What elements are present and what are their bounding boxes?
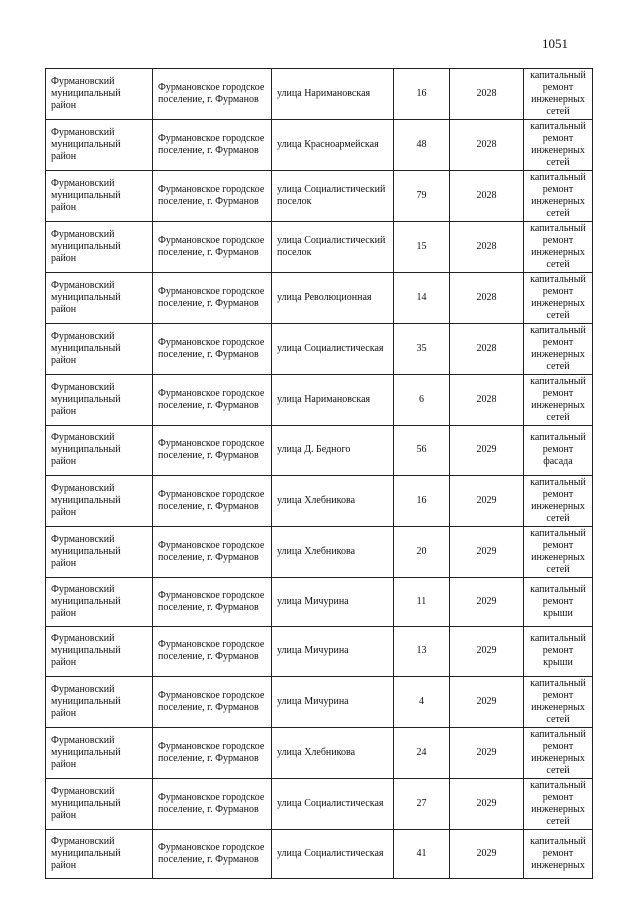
settlement-cell: Фурмановское городское поселение, г. Фурманов xyxy=(153,120,272,171)
year-cell: 2029 xyxy=(450,676,524,727)
settlement-cell: Фурмановское городское поселение, г. Фурманов xyxy=(153,69,272,120)
year-cell: 2028 xyxy=(450,69,524,120)
street-cell: улица Наримановская xyxy=(272,375,394,426)
house-number-cell: 41 xyxy=(394,829,450,879)
table-row xyxy=(46,222,593,273)
table-row xyxy=(46,69,593,120)
work-type-cell: капитальный ремонт инженерных сетей xyxy=(524,171,593,222)
year-cell: 2028 xyxy=(450,222,524,273)
table-row xyxy=(46,273,593,324)
district-cell: Фурмановский муниципальный район xyxy=(46,526,153,577)
page-number: 1051 xyxy=(542,36,568,51)
work-type-cell: капитальный ремонт инженерных сетей xyxy=(524,727,593,778)
settlement-cell: Фурмановское городское поселение, г. Фурманов xyxy=(153,426,272,476)
table-row xyxy=(46,577,593,627)
district-cell: Фурмановский муниципальный район xyxy=(46,676,153,727)
work-type-cell: капитальный ремонт крыши xyxy=(524,577,593,627)
work-type-cell: капитальный ремонт инженерных сетей xyxy=(524,273,593,324)
year-cell: 2029 xyxy=(450,778,524,829)
street-cell: улица Мичурина xyxy=(272,627,394,677)
district-cell: Фурмановский муниципальный район xyxy=(46,475,153,526)
settlement-cell: Фурмановское городское поселение, г. Фурманов xyxy=(153,475,272,526)
work-type-cell: капитальный ремонт инженерных сетей xyxy=(524,120,593,171)
district-cell: Фурмановский муниципальный район xyxy=(46,273,153,324)
street-cell: улица Мичурина xyxy=(272,676,394,727)
settlement-cell: Фурмановское городское поселение, г. Фурманов xyxy=(153,778,272,829)
table-row xyxy=(46,676,593,727)
settlement-cell: Фурмановское городское поселение, г. Фурманов xyxy=(153,526,272,577)
street-cell: улица Хлебникова xyxy=(272,526,394,577)
settlement-cell: Фурмановское городское поселение, г. Фурманов xyxy=(153,324,272,375)
year-cell: 2029 xyxy=(450,727,524,778)
year-cell: 2028 xyxy=(450,120,524,171)
work-type-cell: капитальный ремонт инженерных xyxy=(524,829,593,879)
house-number-cell: 35 xyxy=(394,324,450,375)
street-cell: улица Социалистический поселок xyxy=(272,222,394,273)
work-type-cell: капитальный ремонт инженерных сетей xyxy=(524,676,593,727)
registry-table-body xyxy=(46,69,593,879)
settlement-cell: Фурмановское городское поселение, г. Фурманов xyxy=(153,829,272,879)
table-row xyxy=(46,171,593,222)
work-type-cell: капитальный ремонт инженерных сетей xyxy=(524,69,593,120)
street-cell: улица Красноармейская xyxy=(272,120,394,171)
street-cell: улица Хлебникова xyxy=(272,727,394,778)
work-type-cell: капитальный ремонт инженерных сетей xyxy=(524,526,593,577)
work-type-cell: капитальный ремонт инженерных сетей xyxy=(524,222,593,273)
year-cell: 2028 xyxy=(450,324,524,375)
work-type-cell: капитальный ремонт крыши xyxy=(524,627,593,677)
settlement-cell: Фурмановское городское поселение, г. Фурманов xyxy=(153,676,272,727)
street-cell: улица Социалистическая xyxy=(272,778,394,829)
year-cell: 2029 xyxy=(450,475,524,526)
settlement-cell: Фурмановское городское поселение, г. Фурманов xyxy=(153,273,272,324)
table-row xyxy=(46,627,593,677)
settlement-cell: Фурмановское городское поселение, г. Фурманов xyxy=(153,171,272,222)
year-cell: 2029 xyxy=(450,526,524,577)
house-number-cell: 27 xyxy=(394,778,450,829)
district-cell: Фурмановский муниципальный район xyxy=(46,69,153,120)
house-number-cell: 56 xyxy=(394,426,450,476)
street-cell: улица Социалистическая xyxy=(272,324,394,375)
district-cell: Фурмановский муниципальный район xyxy=(46,375,153,426)
table-row xyxy=(46,324,593,375)
district-cell: Фурмановский муниципальный район xyxy=(46,627,153,677)
year-cell: 2029 xyxy=(450,829,524,879)
year-cell: 2028 xyxy=(450,273,524,324)
district-cell: Фурмановский муниципальный район xyxy=(46,426,153,476)
house-number-cell: 20 xyxy=(394,526,450,577)
settlement-cell: Фурмановское городское поселение, г. Фурманов xyxy=(153,577,272,627)
settlement-cell: Фурмановское городское поселение, г. Фурманов xyxy=(153,222,272,273)
house-number-cell: 79 xyxy=(394,171,450,222)
table-row xyxy=(46,829,593,879)
year-cell: 2029 xyxy=(450,426,524,476)
street-cell: улица Социалистический поселок xyxy=(272,171,394,222)
house-number-cell: 16 xyxy=(394,69,450,120)
table-row xyxy=(46,426,593,476)
district-cell: Фурмановский муниципальный район xyxy=(46,778,153,829)
settlement-cell: Фурмановское городское поселение, г. Фурманов xyxy=(153,727,272,778)
table-row xyxy=(46,120,593,171)
house-number-cell: 13 xyxy=(394,627,450,677)
table-row xyxy=(46,475,593,526)
table-row xyxy=(46,375,593,426)
house-number-cell: 4 xyxy=(394,676,450,727)
district-cell: Фурмановский муниципальный район xyxy=(46,222,153,273)
registry-table xyxy=(45,68,593,879)
year-cell: 2029 xyxy=(450,627,524,677)
work-type-cell: капитальный ремонт инженерных сетей xyxy=(524,778,593,829)
house-number-cell: 16 xyxy=(394,475,450,526)
house-number-cell: 15 xyxy=(394,222,450,273)
year-cell: 2029 xyxy=(450,577,524,627)
work-type-cell: капитальный ремонт инженерных сетей xyxy=(524,375,593,426)
house-number-cell: 14 xyxy=(394,273,450,324)
district-cell: Фурмановский муниципальный район xyxy=(46,120,153,171)
district-cell: Фурмановский муниципальный район xyxy=(46,727,153,778)
table-row xyxy=(46,727,593,778)
settlement-cell: Фурмановское городское поселение, г. Фурманов xyxy=(153,627,272,677)
work-type-cell: капитальный ремонт фасада xyxy=(524,426,593,476)
district-cell: Фурмановский муниципальный район xyxy=(46,829,153,879)
work-type-cell: капитальный ремонт инженерных сетей xyxy=(524,475,593,526)
year-cell: 2028 xyxy=(450,375,524,426)
street-cell: улица Д. Бедного xyxy=(272,426,394,476)
street-cell: улица Наримановская xyxy=(272,69,394,120)
house-number-cell: 6 xyxy=(394,375,450,426)
district-cell: Фурмановский муниципальный район xyxy=(46,577,153,627)
settlement-cell: Фурмановское городское поселение, г. Фурманов xyxy=(153,375,272,426)
work-type-cell: капитальный ремонт инженерных сетей xyxy=(524,324,593,375)
district-cell: Фурмановский муниципальный район xyxy=(46,171,153,222)
district-cell: Фурмановский муниципальный район xyxy=(46,324,153,375)
house-number-cell: 48 xyxy=(394,120,450,171)
house-number-cell: 24 xyxy=(394,727,450,778)
table-row xyxy=(46,778,593,829)
street-cell: улица Мичурина xyxy=(272,577,394,627)
street-cell: улица Социалистическая xyxy=(272,829,394,879)
year-cell: 2028 xyxy=(450,171,524,222)
street-cell: улица Хлебникова xyxy=(272,475,394,526)
house-number-cell: 11 xyxy=(394,577,450,627)
table-row xyxy=(46,526,593,577)
street-cell: улица Революционная xyxy=(272,273,394,324)
